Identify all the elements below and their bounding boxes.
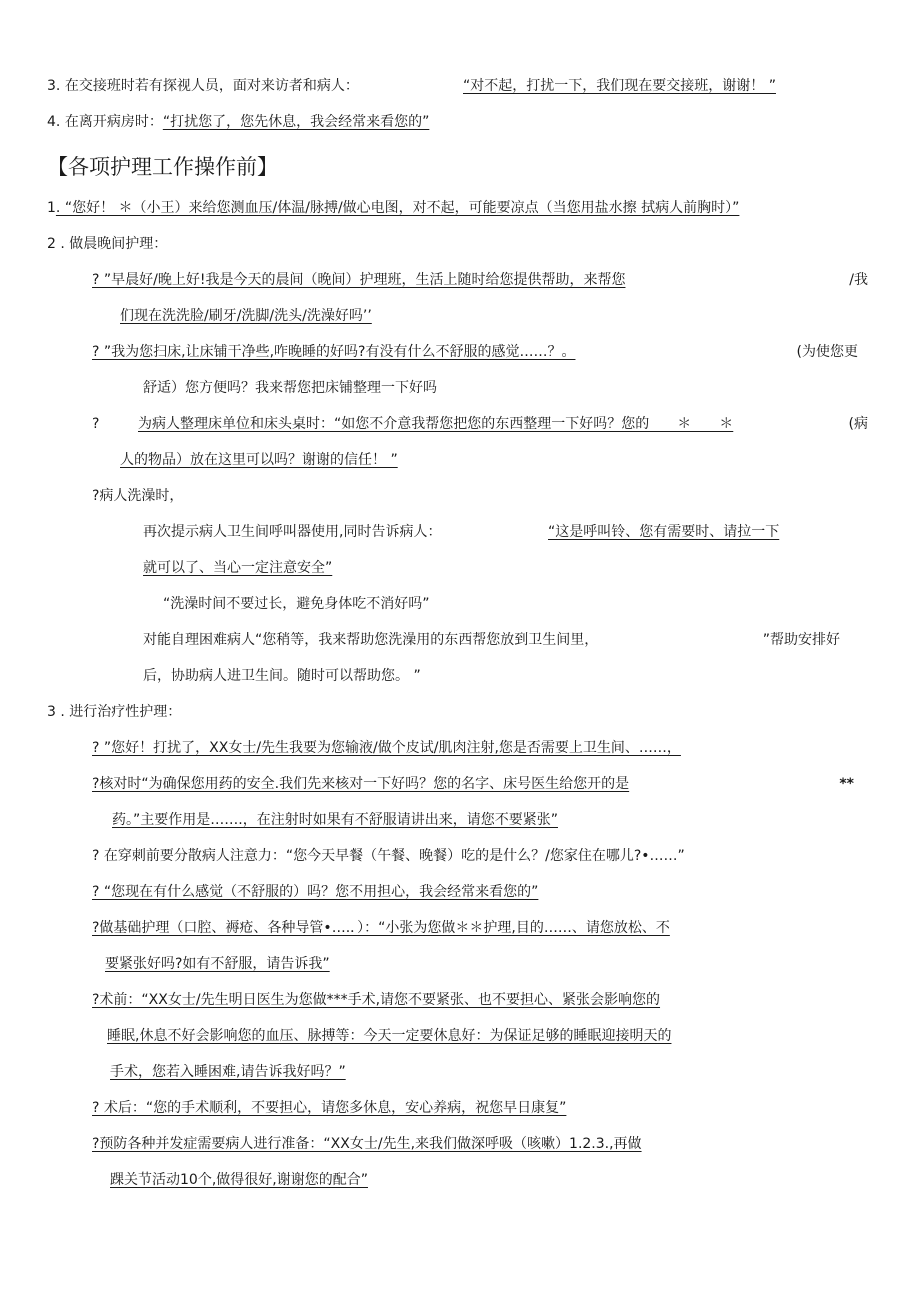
item-4 bbox=[47, 112, 429, 132]
s2-c-line1-end: (病 bbox=[848, 416, 868, 432]
s2-d-line1: 再次提示病人卫生间呼叫器使用,同时告诉病人： bbox=[143, 524, 442, 540]
s2-a-line2: 们现在洗洗脸/刷牙/洗脚/洗头/洗澡好吗’’ bbox=[120, 308, 372, 324]
s2-d-line5: 后，协助病人进卫生间。随时可以帮助您。 ” bbox=[143, 668, 421, 684]
s2-c-mark: ? bbox=[92, 416, 100, 432]
s3-e-line1: ?做基础护理（口腔、褥疮、各种导管•….．）：“小张为您做＊＊护理,目的……、请您放松、不 bbox=[92, 920, 670, 936]
s3-f-line3: 手术，您若入睡困难,请告诉我好吗？” bbox=[110, 1064, 346, 1080]
s3-label: 3 . 进行治疗性护理： bbox=[47, 704, 182, 720]
s1-number: 1 bbox=[47, 200, 56, 216]
item-3 bbox=[47, 76, 359, 96]
s2-b-line1: ? ”我为您扫床,让床铺干净些,咋晚睡的好吗?有没有什么不舒服的感觉……？。 bbox=[92, 344, 576, 360]
s2-c-line1: 为病人整理床单位和床头桌时：“如您不介意我帮您把您的东西整理一下好吗？您的 ＊ ＊ bbox=[138, 416, 734, 432]
s3-b-line2: 药。”主要作用是…….，在注射时如果有不舒服请讲出来，请您不要紧张” bbox=[112, 812, 558, 828]
item-4-quote: “打扰您了，您先休息，我会经常来看您的” bbox=[162, 114, 430, 130]
item-3-label: . 在交接班时若有探视人员，面对来访者和病人： bbox=[55, 78, 359, 94]
s3-h-line2: 踝关节活动10个,做得很好,谢谢您的配合” bbox=[110, 1172, 368, 1188]
s2-d-line2: 就可以了、当心一定注意安全” bbox=[143, 560, 333, 576]
s2-label: 2 . 做晨晚间护理： bbox=[47, 236, 168, 252]
s3-c: ? 在穿刺前要分散病人注意力：“您今天早餐（午餐、晚餐）吃的是什么？/您家住在哪儿?•……” bbox=[92, 848, 685, 864]
s2-b-line2: 舒适）您方便吗？我来帮您把床铺整理一下好吗 bbox=[143, 380, 437, 396]
s3-h-line1: ?预防各种并发症需要病人进行准备：“XX女士/先生,来我们做深呼吸（咳嗽）1.2.3.,再做 bbox=[92, 1136, 642, 1152]
s2-a-line1-end: /我 bbox=[849, 272, 868, 288]
s2-a-line1: ? ”早晨好/晚上好!我是今天的晨间（晚间）护理班，生活上随时给您提供帮助，来帮您 bbox=[92, 272, 626, 288]
s3-f-line1: ?术前：“XX女士/先生明日医生为您做***手术,请您不要紧张、也不要担心、紧张会影响您的 bbox=[92, 992, 661, 1008]
item-3-quote: “对不起，打扰一下，我们现在要交接班，谢谢！ ” bbox=[463, 78, 776, 94]
section-title: 【各项护理工作操作前】 bbox=[47, 155, 278, 179]
s3-b-line1-end: ** bbox=[839, 776, 854, 792]
s2-d-heading: ?病人洗澡时， bbox=[92, 488, 184, 504]
s1-text: . “您好！ ＊（小王）来给您测血压/体温/脉搏/做心电图，对不起，可能要凉点（当您用盐水擦 拭病人前胸时）” bbox=[55, 200, 740, 216]
item-3-number: 3 bbox=[47, 78, 56, 94]
s2-d-line1-quote: “这是呼叫铃、您有需要时、请拉一下 bbox=[548, 524, 780, 540]
s3-f-line2: 睡眠,休息不好会影响您的血压、脉搏等：今天一定要休息好：为保证足够的睡眠迎接明天的 bbox=[107, 1028, 672, 1044]
s3-b-line1: ?核对时“为确保您用药的安全.我们先来核对一下好吗？您的名字、床号医生给您开的是 bbox=[92, 776, 630, 792]
s2-d-line4: 对能自理困难病人“您稍等，我来帮助您洗澡用的东西帮您放到卫生间里， bbox=[143, 632, 599, 648]
s2-c-line2: 人的物品）放在这里可以吗？谢谢的信任！ ” bbox=[120, 452, 398, 468]
s2-d-line4-end: ”帮助安排好 bbox=[762, 632, 840, 648]
s3-g: ? 术后：“您的手术顺利，不要担心，请您多休息，安心养病，祝您早日康复” bbox=[92, 1100, 567, 1116]
s2-b-line1-end: (为使您更 bbox=[796, 344, 858, 360]
s3-a: ? ”您好！打扰了，XX女士/先生我要为您输液/做个皮试/肌肉注射,您是否需要上卫生间、……， bbox=[92, 740, 681, 756]
s3-d: ? “您现在有什么感觉（不舒服的）吗？您不用担心，我会经常来看您的” bbox=[92, 884, 539, 900]
s3-e-line2: 要紧张好吗?如有不舒服，请告诉我” bbox=[105, 956, 330, 972]
item-4-label: . 在离开病房时： bbox=[55, 114, 163, 130]
s1-line bbox=[47, 198, 739, 218]
item-4-number: 4 bbox=[47, 114, 56, 130]
s2-d-line3: “洗澡时间不要过长，避免身体吃不消好吗” bbox=[163, 596, 430, 612]
